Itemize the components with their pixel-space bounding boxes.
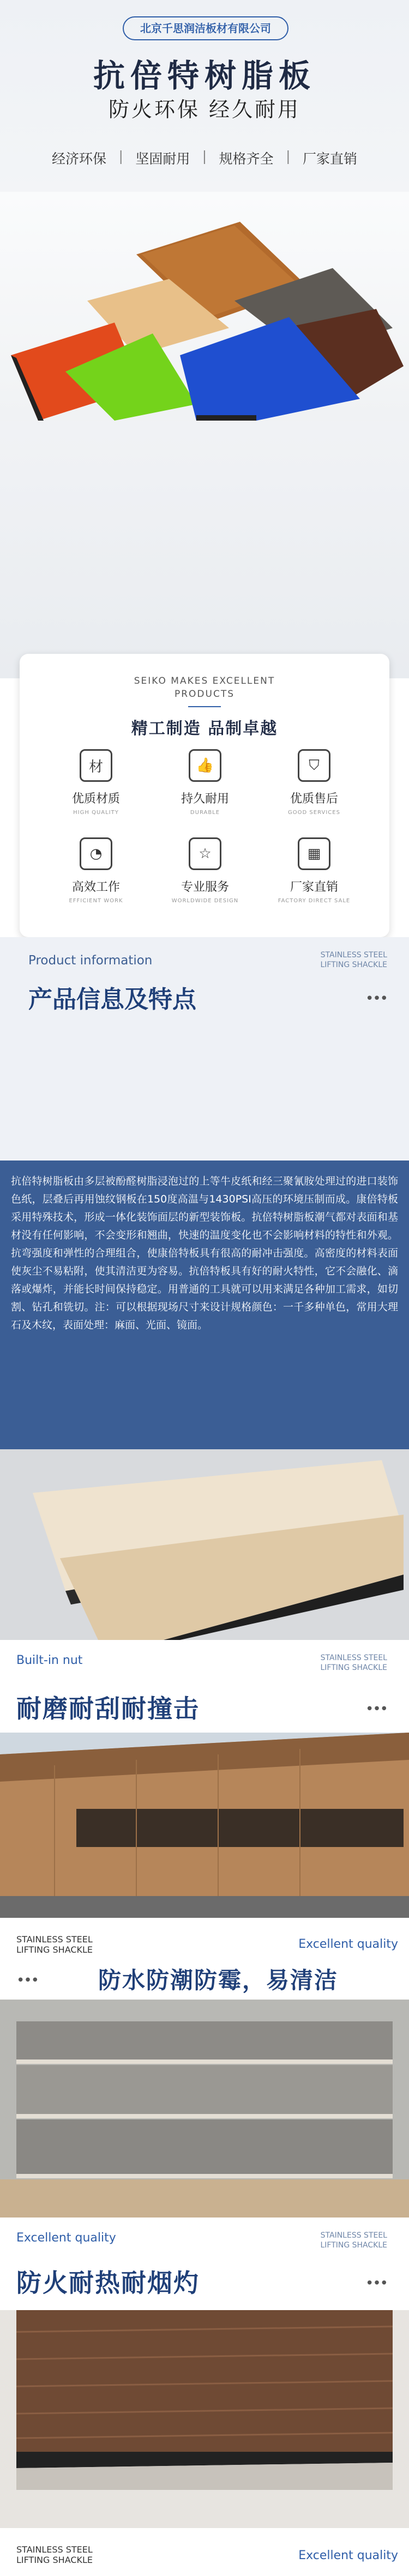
hero-subtitle: 防火环保 经久耐用 [108,98,301,121]
advantage-en: EFFICIENT WORK [69,898,123,904]
advantage-item [151,749,260,816]
waterproof-section [0,1918,409,2000]
dots-icon: ••• [16,1972,39,1989]
feature-item: 坚固耐用 [135,151,190,167]
footer-tags [0,2528,409,2576]
tag-line: LIFTING SHACKLE [320,1663,387,1672]
feature-separator: | [202,148,207,164]
stacked-boards-image [0,2000,409,2217]
feature-separator: | [286,148,291,164]
card-en-title [20,675,389,701]
card-cn-title: 精工制造 品制卓越 [131,719,278,738]
feature-separator: | [118,148,123,164]
section-title: 防水防潮防霉，易清洁 [98,1967,339,1994]
wood-board-closeup-image [0,2310,409,2528]
advantage-name: 厂家直销 [290,880,338,894]
advantage-name: 优质材质 [71,792,120,806]
section-tag-right: Excellent quality [298,1937,398,1951]
product-info-tag [320,950,387,970]
tag-line: LIFTING SHACKLE [320,2241,387,2250]
product-description: 抗倍特树脂板由多层被酚醛树脂浸泡过的上等牛皮纸和经三聚氰胺处理过的进口装饰色纸，层叠后再用蚀纹钢板在150度高温与1430PSI高压的环境压制而成。康倍特板采用特殊技术，形成一体化装饰面层的新型装饰板。抗倍特树脂板潮气都对表面和基材没有任何影响，不会变形和翘曲，快速的温度变化也不会影响材料的特性和外观。抗弯强度和弹性的合理组合，使康倍特板具有很高的耐冲击强度。高密度的材料表面使灰尘不易粘附，使其清洁更为容易。抗倍特板具有好的耐火特性，它不会融化、滴落或爆炸，并能长时间保持稳定。用普通的工具就可以用来满足各种加工需求，如切割、钻孔和铣切。注：可以根据现场尺寸来设计规格颜色：一千多种单色，常用大理石及木纹，表面处理：麻面、光面、镜面。 [11,1175,398,1331]
advantage-name: 高效工作 [71,880,120,894]
hero-section [0,0,409,678]
card-en-line: PRODUCTS [174,689,235,700]
feature-item: 规格齐全 [219,151,274,167]
thumbs-up-icon: 👍 [189,749,221,782]
tag-line: STAINLESS STEEL [16,2544,93,2555]
hero-title: 抗倍特树脂板 [93,57,316,94]
section-tag-right [320,1653,387,1673]
product-info-title: 产品信息及特点 [28,986,196,1013]
feature-list [52,148,357,168]
advantage-item [41,837,151,904]
dots-icon: ••• [365,2275,387,2292]
feature-item: 厂家直销 [302,151,357,167]
tag-line: STAINLESS STEEL [320,1654,387,1662]
tag-line: LIFTING SHACKLE [16,1945,93,1955]
advantage-name: 优质售后 [290,792,338,806]
excellence-card [20,654,389,937]
tag-line: LIFTING SHACKLE [320,961,387,969]
advantage-item [41,749,151,816]
section-tag-left: Excellent quality [16,2231,116,2245]
product-info-section [0,937,409,1166]
tag-line: STAINLESS STEEL [16,1934,93,1945]
company-name-badge: 北京千思润洁板材有限公司 [123,16,288,40]
clock-icon: ◔ [80,837,112,870]
advantage-en: WORLDWIDE DESIGN [171,898,239,904]
card-en-line: SEIKO MAKES EXCELLENT [134,676,275,686]
tag-line: STAINLESS STEEL [320,2231,387,2240]
section-tag-right: Excellent quality [298,2549,398,2562]
card-divider [188,706,221,707]
factory-icon: ▦ [298,837,330,870]
section-title: 防火耐热耐烟灼 [16,2268,200,2298]
dots-icon: ••• [365,991,387,1007]
product-description-block [0,1161,409,1452]
advantage-item [151,837,260,904]
star-icon: ☆ [189,837,221,870]
section-tag-left [16,2544,93,2565]
section-tag-left: Built-in nut [16,1654,83,1667]
section-title: 耐磨耐刮耐撞击 [16,1694,200,1723]
shield-icon: ⛉ [298,749,330,782]
advantage-name: 持久耐用 [181,792,229,806]
feature-item: 经济环保 [52,151,107,167]
advantage-en: FACTORY DIRECT SALE [278,898,351,904]
product-info-en: Product information [28,953,153,968]
building-facade-image [0,1733,409,1918]
advantage-en: DURABLE [190,810,220,816]
advantage-grid [41,749,369,904]
dots-icon: ••• [365,1701,387,1717]
section-tag-right [320,2231,387,2250]
advantage-en: GOOD SERVICES [288,810,340,816]
section-tag-left [16,1934,93,1955]
tag-line: STAINLESS STEEL [320,951,387,959]
advantage-item [260,749,369,816]
advantage-item [260,837,369,904]
advantage-en: HIGH QUALITY [73,810,119,816]
color-samples-image [0,192,409,421]
advantage-name: 专业服务 [181,880,229,894]
board-sample-image [0,1449,409,1640]
tag-line: LIFTING SHACKLE [16,2555,93,2565]
material-icon: 材 [80,749,112,782]
